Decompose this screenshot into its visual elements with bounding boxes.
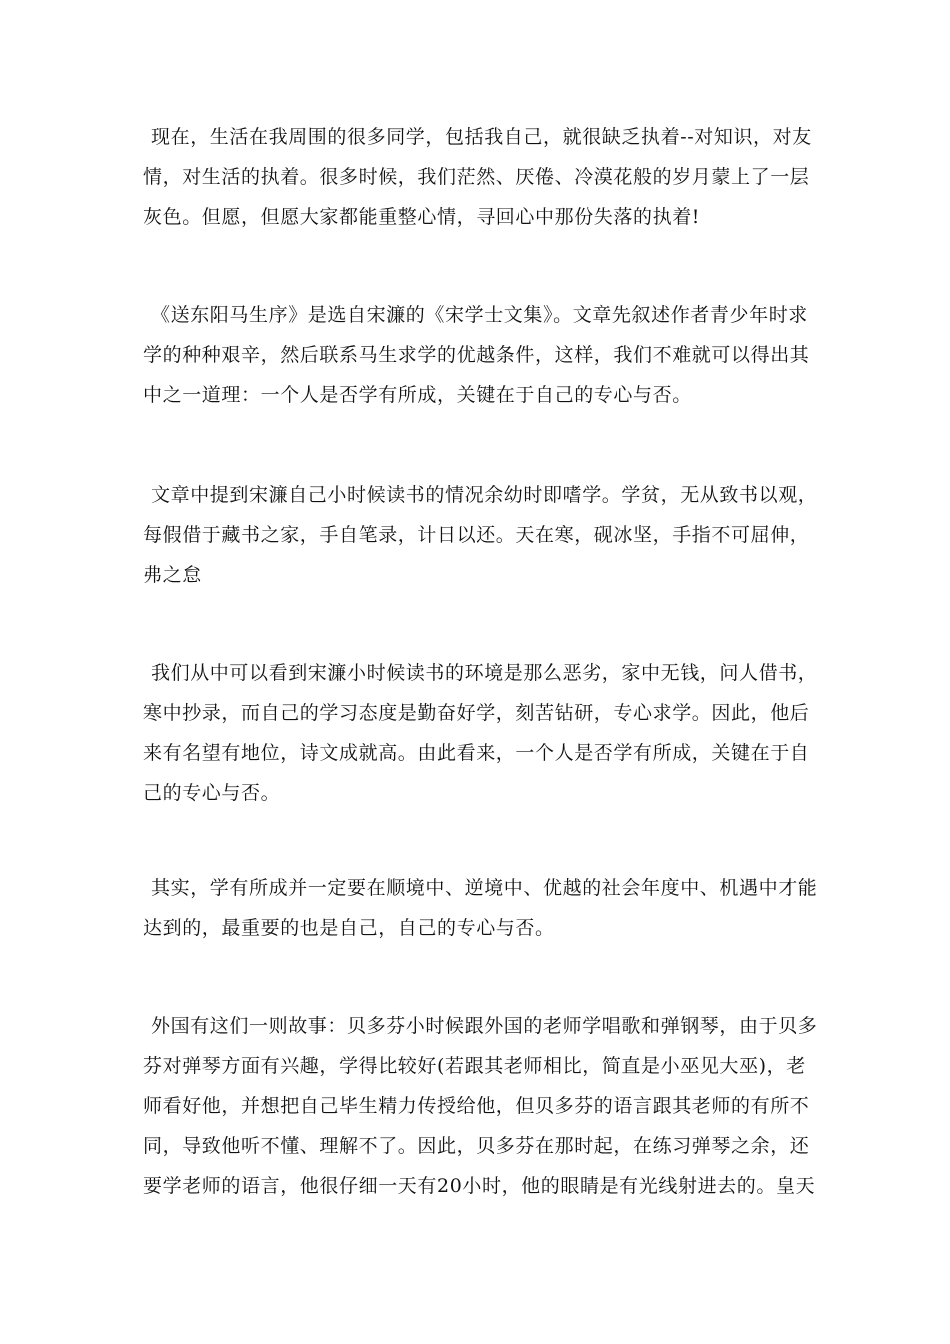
- paragraph-line: 己的专心与否。: [143, 782, 281, 804]
- paragraph-line: 师看好他，并想把自己毕生精力传授给他，但贝多芬的语言跟其老师的有所不: [143, 1095, 810, 1117]
- paragraph-line: 每假借于藏书之家，手自笔录，计日以还。天在寒，砚冰坚，手指不可屈伸，: [143, 524, 810, 546]
- paragraph-line: 情，对生活的执着。很多时候，我们茫然、厌倦、冷漠花般的岁月蒙上了一层: [143, 166, 810, 188]
- paragraph-line: 《送东阳马生序》是选自宋濂的《宋学士文集》。文章先叙述作者青少年时求: [151, 304, 808, 326]
- paragraph-6: [143, 1006, 818, 1206]
- paragraph-1: [143, 117, 812, 237]
- paragraph-line: 其实，学有所成并一定要在顺境中、逆境中、优越的社会年度中、机遇中才能: [151, 877, 818, 899]
- paragraph-line: 弗之怠: [143, 564, 202, 586]
- paragraph-3: [143, 475, 818, 595]
- paragraph-line: 我们从中可以看到宋濂小时候读书的环境是那么恶劣，家中无钱，问人借书，: [151, 662, 818, 684]
- paragraph-line: 芬对弹琴方面有兴趣，学得比较好(若跟其老师相比，简直是小巫见大巫)，老: [143, 1055, 806, 1077]
- paragraph-line: 文章中提到宋濂自己小时候读书的情况余幼时即嗜学。学贫，无从致书以观，: [151, 484, 818, 506]
- paragraph-line: 同，导致他听不懂、理解不了。因此，贝多芬在那时起，在练习弹琴之余，还: [143, 1135, 810, 1157]
- paragraph-line: 学的种种艰辛，然后联系马生求学的优越条件，这样，我们不难就可以得出其: [143, 344, 810, 366]
- paragraph-line: 灰色。但愿，但愿大家都能重整心情，寻回心中那份失落的执着!: [143, 206, 701, 228]
- paragraph-2: [143, 295, 809, 415]
- paragraph-4: [143, 653, 818, 813]
- paragraph-5: [143, 868, 818, 948]
- paragraph-line: 中之一道理：一个人是否学有所成，关键在于自己的专心与否。: [143, 384, 692, 406]
- paragraph-line: 要学老师的语言，他很仔细一天有20小时，他的眼睛是有光线射进去的。皇天: [143, 1175, 816, 1197]
- paragraph-line: 外国有这们一则故事：贝多芬小时候跟外国的老师学唱歌和弹钢琴，由于贝多: [151, 1015, 818, 1037]
- paragraph-line: 达到的，最重要的也是自己，自己的专心与否。: [143, 917, 555, 939]
- paragraph-line: 现在，生活在我周围的很多同学，包括我自己，就很缺乏执着--对知识，对友: [151, 126, 812, 148]
- paragraph-line: 寒中抄录，而自己的学习态度是勤奋好学，刻苦钻研，专心求学。因此，他后: [143, 702, 810, 724]
- paragraph-line: 来有名望有地位，诗文成就高。由此看来，一个人是否学有所成，关键在于自: [143, 742, 810, 764]
